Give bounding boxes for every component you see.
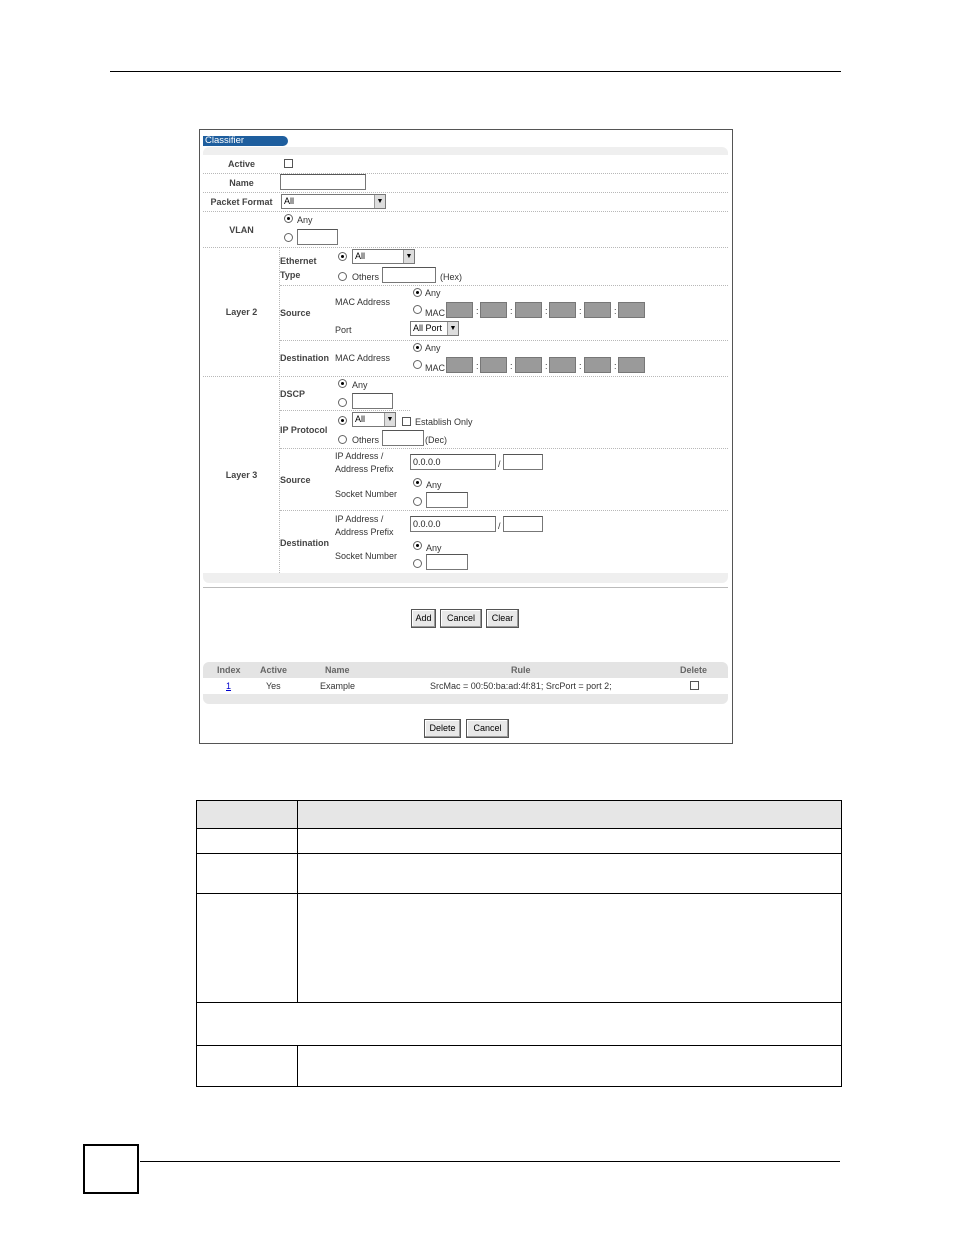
l3-dest-socket-label: Socket Number	[335, 551, 398, 561]
field-description-table	[196, 800, 842, 1087]
rule-list-footer	[203, 694, 728, 704]
active-label: Active	[227, 159, 255, 169]
mac-separator: :	[476, 306, 479, 316]
ethernet-type-others-label: Others	[352, 272, 380, 282]
l3-source-socket-radio[interactable]	[413, 497, 422, 506]
table-header-cell	[197, 801, 298, 829]
l2-source-mac-radio[interactable]	[413, 305, 422, 314]
src-mac-octet-2[interactable]	[480, 302, 507, 318]
row-divider	[280, 410, 410, 411]
packet-format-label: Packet Format	[210, 197, 273, 207]
column-header-name: Name	[325, 665, 350, 675]
l3-source-ip-input[interactable]: 0.0.0.0	[410, 454, 496, 470]
table-row	[197, 1046, 842, 1087]
l3-source-prefix-input[interactable]	[503, 454, 543, 470]
row-divider	[203, 211, 728, 212]
mac-separator: :	[545, 361, 548, 371]
column-divider	[279, 248, 280, 573]
page-number-box	[83, 1144, 139, 1194]
vlan-any-radio[interactable]	[284, 214, 293, 223]
l2-source-mac-label-text: MAC	[425, 308, 445, 318]
src-mac-octet-5[interactable]	[584, 302, 611, 318]
column-header-rule: Rule	[511, 665, 531, 675]
row-divider	[203, 247, 728, 248]
clear-button[interactable]: Clear	[486, 609, 519, 628]
dst-mac-octet-1[interactable]	[446, 357, 473, 373]
classifier-title: Classifier	[203, 136, 288, 146]
table-cell	[197, 1003, 842, 1046]
dscp-value-input[interactable]	[352, 393, 393, 409]
ip-protocol-others-label: Others	[352, 435, 380, 445]
port-select[interactable]: All Port ▼	[410, 321, 459, 336]
l2-dest-mac-any-label: Any	[425, 343, 441, 353]
delete-button[interactable]: Delete	[424, 719, 461, 738]
table-cell	[197, 1046, 298, 1087]
ethernet-type-others-radio[interactable]	[338, 272, 347, 281]
l3-source-label: Source	[280, 475, 311, 485]
prefix-slash: /	[498, 521, 501, 531]
mac-separator: :	[614, 361, 617, 371]
ethernet-type-all-radio[interactable]	[338, 252, 347, 261]
dscp-any-label: Any	[352, 380, 368, 390]
section-divider	[203, 587, 728, 588]
row-divider	[280, 510, 728, 511]
table-cell	[197, 829, 298, 854]
ethernet-type-label: Ethernet Type	[280, 256, 317, 280]
l2-destination-label: Destination	[280, 353, 330, 363]
table-cell	[197, 894, 298, 1003]
rule-name-value: Example	[320, 681, 356, 691]
l2-dest-mac-any-radio[interactable]	[413, 343, 422, 352]
rule-index-link[interactable]: 1	[226, 681, 232, 691]
layer3-label: Layer 3	[225, 470, 258, 480]
cancel-button[interactable]: Cancel	[440, 609, 482, 628]
establish-only-label: Establish Only	[415, 417, 473, 427]
list-cancel-button[interactable]: Cancel	[466, 719, 509, 738]
chevron-down-icon: ▼	[374, 195, 385, 208]
column-header-delete: Delete	[680, 665, 708, 675]
dst-mac-octet-5[interactable]	[584, 357, 611, 373]
mac-separator: :	[579, 306, 582, 316]
table-cell	[298, 829, 842, 854]
row-divider	[280, 285, 728, 286]
l3-source-socket-any-radio[interactable]	[413, 478, 422, 487]
dst-mac-octet-2[interactable]	[480, 357, 507, 373]
l3-dest-ip-label-2: Address Prefix	[335, 527, 394, 537]
dec-label: (Dec)	[425, 435, 447, 445]
l3-dest-socket-input[interactable]	[426, 554, 468, 570]
mac-separator: :	[510, 306, 513, 316]
add-button[interactable]: Add	[411, 609, 436, 628]
active-checkbox[interactable]	[284, 159, 293, 168]
mac-separator: :	[614, 306, 617, 316]
l3-source-ip-label-1: IP Address /	[335, 451, 384, 461]
rule-delete-checkbox[interactable]	[690, 681, 699, 690]
mac-separator: :	[545, 306, 548, 316]
ethernet-type-hex-input[interactable]	[382, 267, 436, 283]
l2-destination-mac-label: MAC Address	[335, 353, 391, 363]
table-cell	[298, 854, 842, 894]
l3-dest-prefix-input[interactable]	[503, 516, 543, 532]
table-row	[197, 829, 842, 854]
layer2-label: Layer 2	[225, 307, 258, 317]
vlan-id-radio[interactable]	[284, 233, 293, 242]
row-divider	[203, 376, 728, 377]
ip-protocol-select[interactable]: All ▼	[352, 412, 396, 427]
src-mac-octet-3[interactable]	[515, 302, 542, 318]
chevron-down-icon: ▼	[403, 250, 414, 263]
row-divider	[280, 340, 728, 341]
l2-dest-mac-radio[interactable]	[413, 360, 422, 369]
ip-protocol-others-radio[interactable]	[338, 435, 347, 444]
dst-mac-octet-4[interactable]	[549, 357, 576, 373]
column-header-index: Index	[217, 665, 241, 675]
vlan-any-label: Any	[297, 215, 313, 225]
rule-text-value: SrcMac = 00:50:ba:ad:4f:81; SrcPort = port 2;	[430, 681, 612, 691]
row-divider	[280, 448, 728, 449]
dscp-any-radio[interactable]	[338, 379, 347, 388]
l2-source-mac-any-radio[interactable]	[413, 288, 422, 297]
mac-separator: :	[476, 361, 479, 371]
src-mac-octet-6[interactable]	[618, 302, 645, 318]
ip-protocol-label: IP Protocol	[280, 425, 328, 435]
mac-separator: :	[510, 361, 513, 371]
l3-destination-label: Destination	[280, 538, 330, 548]
vlan-id-input[interactable]	[297, 229, 338, 245]
chevron-down-icon: ▼	[384, 413, 395, 426]
row-divider	[203, 192, 728, 193]
table-header-cell	[298, 801, 842, 829]
l3-source-socket-any-label: Any	[426, 480, 442, 490]
chevron-down-icon: ▼	[447, 322, 458, 335]
packet-format-select[interactable]: All ▼	[281, 194, 386, 209]
ip-protocol-dec-input[interactable]	[382, 430, 424, 446]
l3-dest-ip-input[interactable]: 0.0.0.0	[410, 516, 496, 532]
name-input[interactable]	[280, 174, 366, 190]
dscp-value-radio[interactable]	[338, 398, 347, 407]
l2-source-label: Source	[280, 308, 311, 318]
prefix-slash: /	[498, 459, 501, 469]
l2-source-mac-label: MAC Address	[335, 297, 391, 307]
vlan-label: VLAN	[229, 225, 254, 235]
l3-dest-socket-radio[interactable]	[413, 559, 422, 568]
establish-only-checkbox[interactable]	[402, 417, 411, 426]
l2-dest-mac-label-text: MAC	[425, 363, 445, 373]
header-rule	[110, 71, 841, 72]
table-header-row	[197, 801, 842, 829]
table-row	[197, 894, 842, 1003]
l2-source-mac-any-label: Any	[425, 288, 441, 298]
rule-active-value: Yes	[266, 681, 281, 691]
table-cell	[298, 894, 842, 1003]
src-mac-octet-1[interactable]	[446, 302, 473, 318]
dscp-label: DSCP	[280, 389, 306, 399]
l3-source-ip-label-2: Address Prefix	[335, 464, 394, 474]
hex-label: (Hex)	[440, 272, 462, 282]
ip-protocol-all-radio[interactable]	[338, 416, 347, 425]
table-cell	[197, 854, 298, 894]
src-mac-octet-4[interactable]	[549, 302, 576, 318]
dst-mac-octet-6[interactable]	[618, 357, 645, 373]
footer-rule	[140, 1161, 840, 1162]
mac-separator: :	[579, 361, 582, 371]
dst-mac-octet-3[interactable]	[515, 357, 542, 373]
port-label: Port	[335, 325, 352, 335]
l3-dest-socket-any-radio[interactable]	[413, 541, 422, 550]
l3-dest-socket-any-label: Any	[426, 543, 442, 553]
l3-source-socket-input[interactable]	[426, 492, 468, 508]
ethernet-type-select[interactable]: All ▼	[352, 249, 415, 264]
column-header-active: Active	[260, 665, 288, 675]
l3-dest-ip-label-1: IP Address /	[335, 514, 384, 524]
table-row	[197, 1003, 842, 1046]
name-label: Name	[229, 178, 254, 188]
table-cell	[298, 1046, 842, 1087]
table-row	[197, 854, 842, 894]
l3-source-socket-label: Socket Number	[335, 489, 398, 499]
